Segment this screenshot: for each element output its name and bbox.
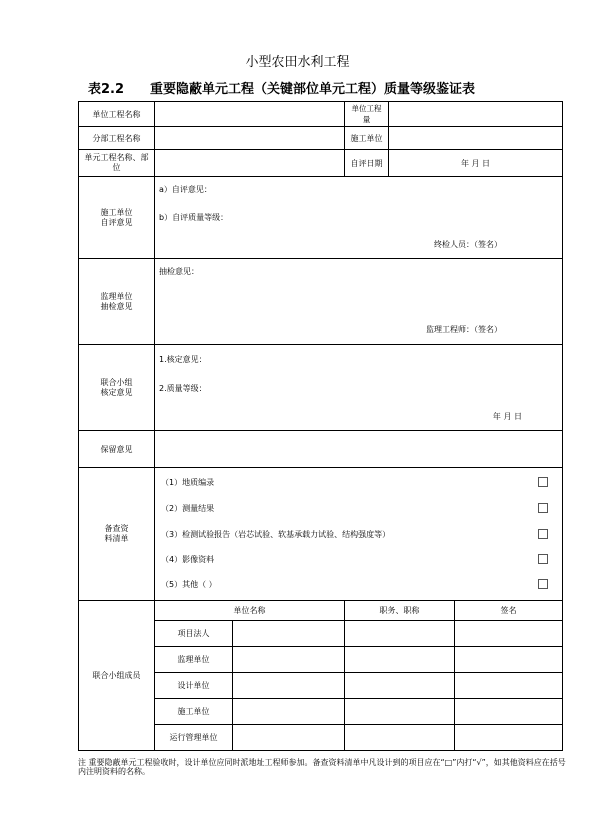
construction-unit-cell[interactable] (389, 127, 563, 150)
member-signature-cell[interactable] (455, 647, 563, 673)
member-unit-name-cell[interactable] (233, 673, 345, 699)
member-unit-label: 项目法人 (155, 621, 233, 647)
member-signature-cell[interactable] (455, 621, 563, 647)
joint-group-opinion-block[interactable] (155, 345, 563, 431)
checklist-block (155, 468, 563, 601)
member-unit-label: 运行管理单位 (155, 725, 233, 751)
member-unit-name-cell[interactable] (233, 725, 345, 751)
reserved-opinion-cell[interactable] (155, 431, 563, 468)
self-opinion-line: a）自评意见： (159, 185, 212, 194)
checklist-item: （4）影像资料 (161, 555, 215, 564)
checklist-item: （1）地质编录 (161, 478, 215, 487)
checklist-label: 备查资料清单 (79, 468, 155, 601)
spot-check-opinion-line: 抽检意见： (159, 267, 199, 276)
unit-project-name-cell[interactable] (155, 102, 345, 127)
final-inspector-signature: 终检人员：（签名） (434, 240, 503, 249)
members-header-signature: 签名 (455, 601, 563, 621)
construction-opinion-block[interactable] (155, 177, 563, 259)
document-title: 小型农田水利工程 (245, 55, 350, 70)
unit-project-name-label: 单位工程名称 (79, 102, 155, 127)
reserved-opinion-label: 保留意见 (79, 431, 155, 468)
sub-project-name-label: 分部工程名称 (79, 127, 155, 150)
checkbox-icon[interactable] (538, 503, 548, 513)
member-signature-cell[interactable] (455, 699, 563, 725)
member-position-cell[interactable] (345, 621, 455, 647)
member-position-cell[interactable] (345, 673, 455, 699)
unit-project-amount-cell[interactable] (389, 102, 563, 127)
table-title-text: 重要隐蔽单元工程（关键部位单元工程）质量等级鉴证表 (150, 82, 476, 97)
checkbox-icon[interactable] (538, 554, 548, 564)
checklist-item: （5）其他（ ） (161, 580, 217, 589)
supervision-opinion-block[interactable] (155, 259, 563, 345)
element-project-name-label: 单元工程名称、部位 (79, 150, 155, 177)
checklist-item: （3）检测试验报告（岩芯试验、软基承载力试验、结构强度等） (161, 530, 391, 539)
element-project-name-cell[interactable] (155, 150, 345, 177)
unit-project-amount-label: 单位工程量 (345, 102, 389, 127)
sub-project-name-cell[interactable] (155, 127, 345, 150)
members-header-position: 职务、职称 (345, 601, 455, 621)
certification-form (78, 101, 563, 751)
joint-group-opinion-label: 联合小组核定意见 (79, 345, 155, 431)
checkbox-icon[interactable] (538, 529, 548, 539)
self-eval-date-cell[interactable]: 年 月 日 (389, 150, 563, 177)
member-unit-name-cell[interactable] (233, 621, 345, 647)
joint-group-members-label: 联合小组成员 (79, 601, 155, 751)
member-position-cell[interactable] (345, 699, 455, 725)
member-unit-name-cell[interactable] (233, 699, 345, 725)
supervision-opinion-label: 监理单位抽检意见 (79, 259, 155, 345)
quality-grade-line: 2.质量等级： (159, 384, 207, 393)
construction-opinion-label: 施工单位自评意见 (79, 177, 155, 259)
checkbox-icon[interactable] (538, 477, 548, 487)
members-header-unit: 单位名称 (155, 601, 345, 621)
member-unit-name-cell[interactable] (233, 647, 345, 673)
member-position-cell[interactable] (345, 725, 455, 751)
supervising-engineer-signature: 监理工程师：（签名） (426, 325, 503, 334)
member-position-cell[interactable] (345, 647, 455, 673)
member-unit-label: 施工单位 (155, 699, 233, 725)
construction-unit-label: 施工单位 (345, 127, 389, 150)
joint-group-date: 年 月 日 (492, 412, 523, 421)
member-unit-label: 监理单位 (155, 647, 233, 673)
self-grade-line: b）自评质量等级： (159, 213, 229, 222)
member-signature-cell[interactable] (455, 725, 563, 751)
checklist-item: （2）测量结果 (161, 504, 215, 513)
member-unit-label: 设计单位 (155, 673, 233, 699)
table-title (88, 78, 475, 97)
member-signature-cell[interactable] (455, 673, 563, 699)
table-number: 表2.2 (88, 82, 125, 97)
footnote: 注 重要隐蔽单元工程验收时，设计单位应同时派地址工程师参加。备查资料清单中凡设计到的项目应在“□”内打“√”，如其他资料应在括号内注明资料的名称。 (78, 758, 566, 776)
approval-opinion-line: 1.核定意见： (159, 355, 207, 364)
self-eval-date-label: 自评日期 (345, 150, 389, 177)
checkbox-icon[interactable] (538, 579, 548, 589)
